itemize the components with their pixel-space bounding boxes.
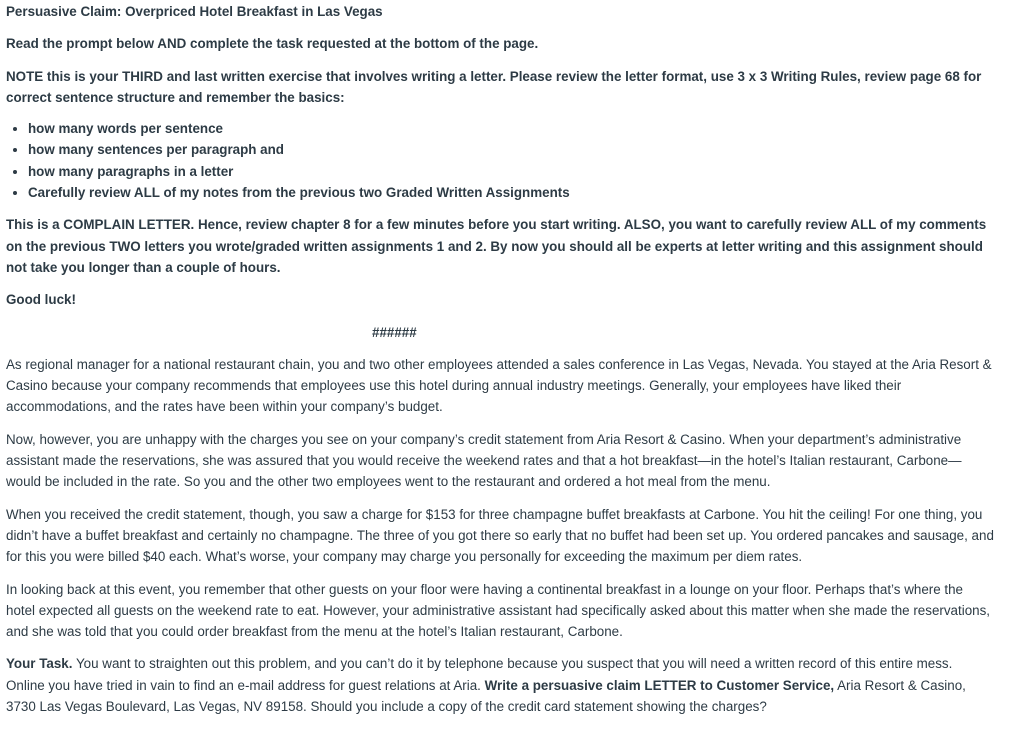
scenario-paragraph-2: Now, however, you are unhappy with the charges you see on your company’s credit statement from Aria Resort & Casino. When your department’s administrative assistant made the reservations, she was assured that you would receive the weekend rates and that a hot breakfast—in the hotel’s Italian restaurant, Carbone—would be included in the rate. So you and the other two employees went to the restaurant and ordered a hot meal from the menu. bbox=[6, 431, 962, 490]
section-divider: ###### bbox=[372, 324, 417, 340]
task-paragraph bbox=[6, 653, 994, 717]
task-text-1: You want to straighten out this problem, and you can’t do it by telephone because you suspect that you will need a written record of this entire mess. Online you have tried in vain to find an e-mail address for guest relations at Aria. bbox=[6, 656, 953, 693]
good-luck-text: Good luck! bbox=[6, 292, 76, 308]
page-title: Persuasive Claim: Overpriced Hotel Breakfast in Las Vegas bbox=[6, 4, 383, 19]
task-label: Your Task. bbox=[6, 656, 73, 672]
task-instruction-bold: Write a persuasive claim LETTER to Customer Service, bbox=[484, 677, 835, 693]
basics-list bbox=[6, 118, 994, 203]
list-item: • how many words per sentence bbox=[28, 118, 994, 139]
assignment-document bbox=[0, 1, 1024, 717]
task-text-2: Aria Resort & Casino, 3730 Las Vegas Boulevard, Las Vegas, NV 89158. Should you include a copy of the credit card statement showing the charges? bbox=[6, 677, 966, 715]
complain-letter-note: This is a COMPLAIN LETTER. Hence, review chapter 8 for a few minutes before you start writing. ALSO, you want to carefully review ALL of my comments on the previous TWO letters you wrote/graded written assignments 1 and 2. By now you should all be experts at letter writing and this assignment should not take you longer than a couple of hours. bbox=[6, 217, 987, 275]
scenario-paragraph-3: When you received the credit statement, though, you saw a charge for $153 for three champagne buffet breakfasts at Carbone. You hit the ceiling! For one thing, you didn’t have a buffet breakfast and certainly no champagne. The three of you got there so early that no buffet had been set up. You ordered pancakes and sausage, and for this you were billed $40 each. What’s worse, your company may charge you personally for exceeding the maximum per diem rates. bbox=[6, 506, 994, 565]
note-text: NOTE this is your THIRD and last written exercise that involves writing a letter. Please review the letter format, use 3 x 3 Writing Rules, review page 68 for correct sentence structure and remember the basics: bbox=[6, 68, 982, 105]
list-item: • how many paragraphs in a letter bbox=[28, 161, 994, 182]
scenario-paragraph-4: In looking back at this event, you remember that other guests on your floor were having a continental breakfast in a lounge on your floor. Perhaps that’s where the hotel expected all guests on the weekend rate to eat. However, your administrative assistant had specifically asked about this matter when she made the reservations, and she was told that you could order breakfast from the menu at the hotel’s Italian restaurant, Carbone. bbox=[6, 581, 991, 640]
list-item: • Carefully review ALL of my notes from the previous two Graded Written Assignments bbox=[28, 182, 994, 203]
scenario-paragraph-1: As regional manager for a national restaurant chain, you and two other employees attended a sales conference in Las Vegas, Nevada. You stayed at the Aria Resort & Casino because your company recommends that employees use this hotel during annual industry meetings. Generally, your employees have liked their accommodations, and the rates have been within your company’s budget. bbox=[6, 356, 992, 415]
list-item: • how many sentences per paragraph and bbox=[28, 139, 994, 160]
instruction-text: Read the prompt below AND complete the task requested at the bottom of the page. bbox=[6, 36, 539, 52]
